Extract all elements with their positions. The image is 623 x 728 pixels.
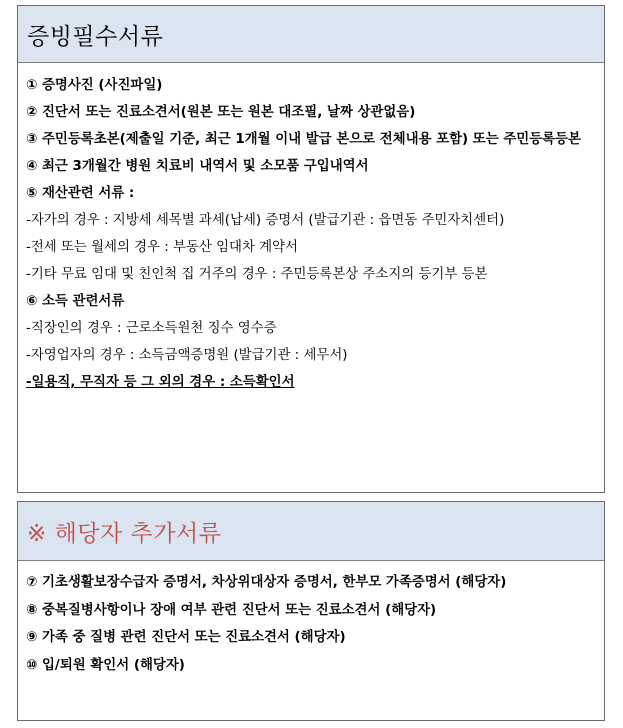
required-documents-header (18, 6, 604, 63)
list-item: ⑥ 소득 관련서류 (26, 294, 125, 309)
list-item: ⑤ 재산관련 서류 : (26, 186, 135, 201)
list-item: ⑧ 중복질병사항이나 장애 여부 관련 진단서 또는 진료소견서 (해당자) (26, 602, 437, 618)
required-documents-list (18, 63, 604, 396)
list-item: -직장인의 경우 : 근로소득원천 징수 영수증 (26, 321, 277, 336)
additional-documents-header (18, 502, 604, 561)
list-item: -전세 또는 월세의 경우 : 부동산 임대차 계약서 (26, 240, 298, 255)
list-item: -기타 무료 임대 및 친인척 집 거주의 경우 : 주민등록본상 주소지의 등기부 등본 (26, 267, 488, 282)
additional-documents-box (17, 501, 605, 721)
list-item: ④ 최근 3개월간 병원 치료비 내역서 및 소모품 구입내역서 (26, 159, 369, 174)
list-item: -자영업자의 경우 : 소득금액증명원 (발급기관 : 세무서) (26, 348, 348, 363)
list-item: ② 진단서 또는 진료소견서(원본 또는 원본 대조필, 날짜 상관없음) (26, 105, 416, 120)
list-item: ③ 주민등록초본(제출일 기준, 최근 1개월 이내 발급 본으로 전체내용 포함) 또는 주민등록등본 (26, 132, 581, 147)
list-item: ⑦ 기초생활보장수급자 증명서, 차상위대상자 증명서, 한부모 가족증명서 (해당자) (26, 575, 507, 590)
list-item: ⑩ 입/퇴원 확인서 (해당자) (26, 657, 185, 673)
required-documents-box (17, 5, 605, 493)
list-item: ⑨ 가족 중 질병 관련 진단서 또는 진료소견서 (해당자) (26, 630, 346, 645)
additional-documents-title: ※ 해당자 추가서류 (27, 520, 222, 547)
additional-documents-list (18, 561, 604, 679)
list-item: ① 증명사진 (사진파일) (26, 78, 163, 93)
list-item: -자가의 경우 : 지방세 세목별 과세(납세) 증명서 (발급기관 : 읍면동 주민자치센터) (26, 213, 505, 228)
required-documents-title: 증빙필수서류 (27, 23, 164, 50)
list-item: -일용직, 무직자 등 그 외의 경우 : 소득확인서 (26, 375, 295, 390)
